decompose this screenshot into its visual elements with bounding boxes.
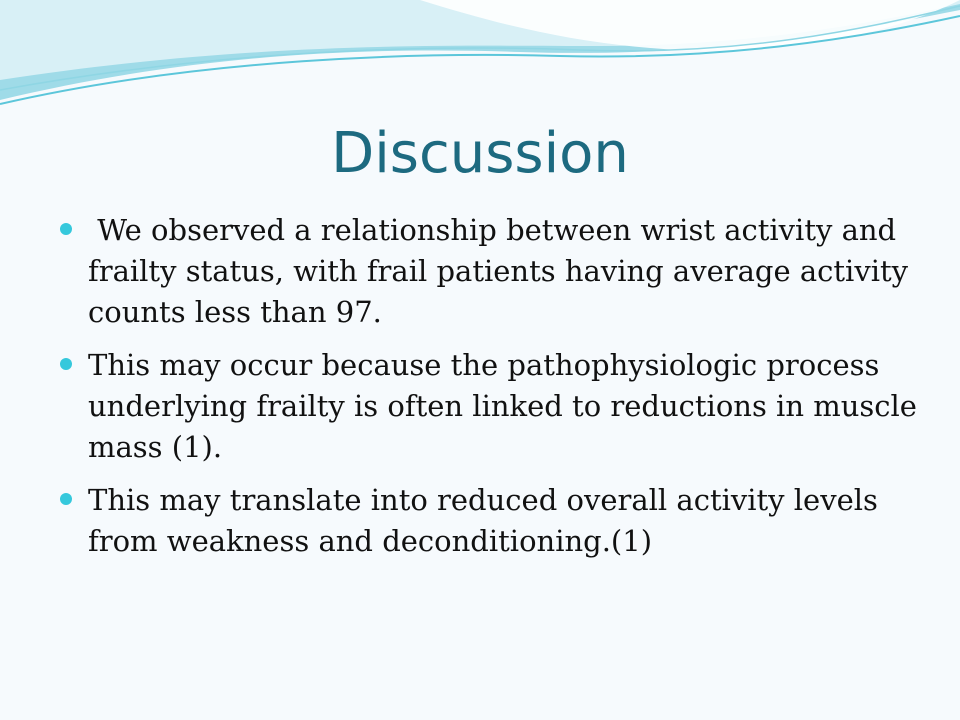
bullet-list — [58, 210, 918, 574]
bullet-item — [58, 480, 918, 562]
bullet-item — [58, 210, 918, 333]
bullet-marker-icon — [60, 223, 72, 235]
bullet-text: This may occur because the pathophysiologic process underlying frailty is often linked to reductions in muscle mass (1). — [88, 348, 917, 464]
bullet-marker-icon — [60, 358, 72, 370]
header-wave-decoration — [0, 0, 960, 120]
slide-title: Discussion — [331, 121, 629, 186]
bullet-item — [58, 345, 918, 468]
bullet-text: We observed a relationship between wrist activity and frailty status, with frail patients having average activity counts less than 97. — [88, 213, 918, 329]
bullet-text: This may translate into reduced overall activity levels from weakness and deconditioning.(1) — [88, 483, 878, 558]
bullet-marker-icon — [60, 493, 72, 505]
